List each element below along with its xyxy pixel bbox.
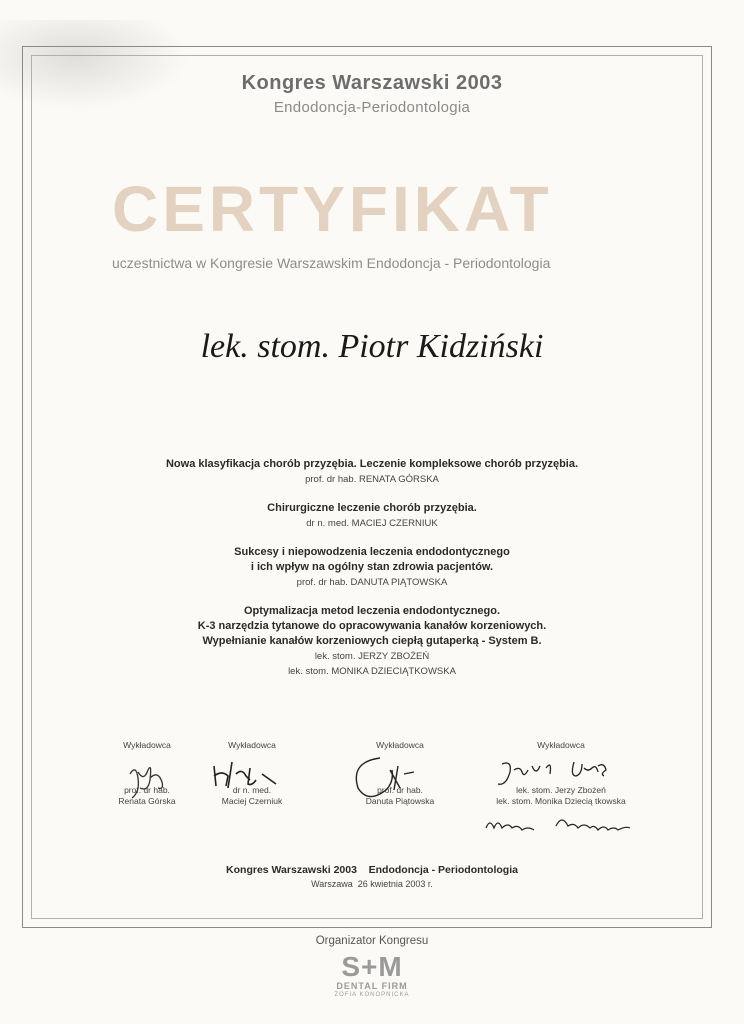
handwritten-signature: [192, 744, 312, 804]
signature-block: [92, 740, 202, 807]
signature-title: prof. dr hab.: [377, 785, 423, 795]
lecture-title: Chirurgiczne leczenie chorób przyzębia.: [267, 502, 477, 514]
dental-firm-logo: [322, 953, 422, 999]
lecture-title: Nowa klasyfikacja chorób przyzębia. Leczenie kompleksowe chorób przyzębia.: [165, 458, 579, 470]
lecture-item: [0, 604, 744, 679]
lecture-title: Wypełnianie kanałów korzeniowych ciepłą gutaperką - System B.: [202, 635, 542, 647]
signature-block: [340, 740, 460, 807]
footer-place-date: Warszawa 26 kwietnia 2003 r.: [311, 879, 433, 889]
certificate-subtitle: uczestnictwa w Kongresie Warszawskim Endodoncja - Periodontologia: [112, 255, 551, 271]
signature-block: [192, 740, 312, 807]
organizer-label: Organizator Kongresu: [315, 935, 429, 947]
logo-name: DENTAL FIRM: [336, 981, 408, 991]
signature-title: lek. stom. Jerzy Zbożeń: [516, 785, 606, 795]
lecture-list: [0, 457, 744, 693]
signature-name: Danuta Piątowska: [365, 796, 435, 806]
handwritten-signature: [476, 744, 666, 844]
signature-title: prof. dr hab.: [124, 785, 170, 795]
lecture-author: prof. dr hab. RENATA GÓRSKA: [305, 474, 439, 485]
lecture-author: lek. stom. MONIKA DZIECIĄTKOWSKA: [288, 666, 456, 677]
certificate-title: CERTYFIKAT: [112, 173, 553, 245]
signature-block: [476, 740, 646, 807]
lecture-title: i ich wpływ na ogólny stan zdrowia pacjentów.: [250, 561, 494, 573]
lecture-item: [0, 457, 744, 487]
signature-role: Wykładowca: [228, 740, 276, 750]
lecture-item: [0, 501, 744, 531]
lecture-title: K-3 narzędzia tytanowe do opracowywania kanałów korzeniowych.: [197, 620, 547, 632]
signature-role: Wykładowca: [123, 740, 171, 750]
recipient-name: lek. stom. Piotr Kidziński: [200, 328, 544, 365]
congress-title: Kongres Warszawski 2003: [241, 72, 503, 94]
signature-role: Wykładowca: [376, 740, 424, 750]
footer-title: Kongres Warszawski 2003 Endodoncja - Periodontologia: [226, 864, 518, 876]
signature-role: Wykładowca: [537, 740, 585, 750]
logo-mark: S+M: [341, 951, 403, 982]
lecture-author: prof. dr hab. DANUTA PIĄTOWSKA: [296, 577, 448, 588]
signature-name: Renata Górska: [118, 796, 176, 806]
signature-name: Maciej Czerniuk: [221, 796, 283, 806]
logo-owner: ZOFIA KONOPNICKA: [334, 992, 410, 998]
lecture-author: dr n. med. MACIEJ CZERNIUK: [306, 518, 438, 529]
lecture-item: [0, 545, 744, 590]
congress-subtitle: Endodoncja-Periodontologia: [273, 99, 471, 116]
lecture-author: lek. stom. JERZY ZBOŻEŃ: [314, 651, 430, 662]
lecture-title: Optymalizacja metod leczenia endodontycznego.: [243, 605, 501, 617]
signature-name: lek. stom. Monika Dziecią tkowska: [496, 796, 626, 806]
handwritten-signature: [92, 744, 202, 804]
signature-title: dr n. med.: [232, 785, 272, 795]
lecture-title: Sukcesy i niepowodzenia leczenia endodontycznego: [234, 546, 510, 558]
handwritten-signature: [340, 744, 460, 804]
